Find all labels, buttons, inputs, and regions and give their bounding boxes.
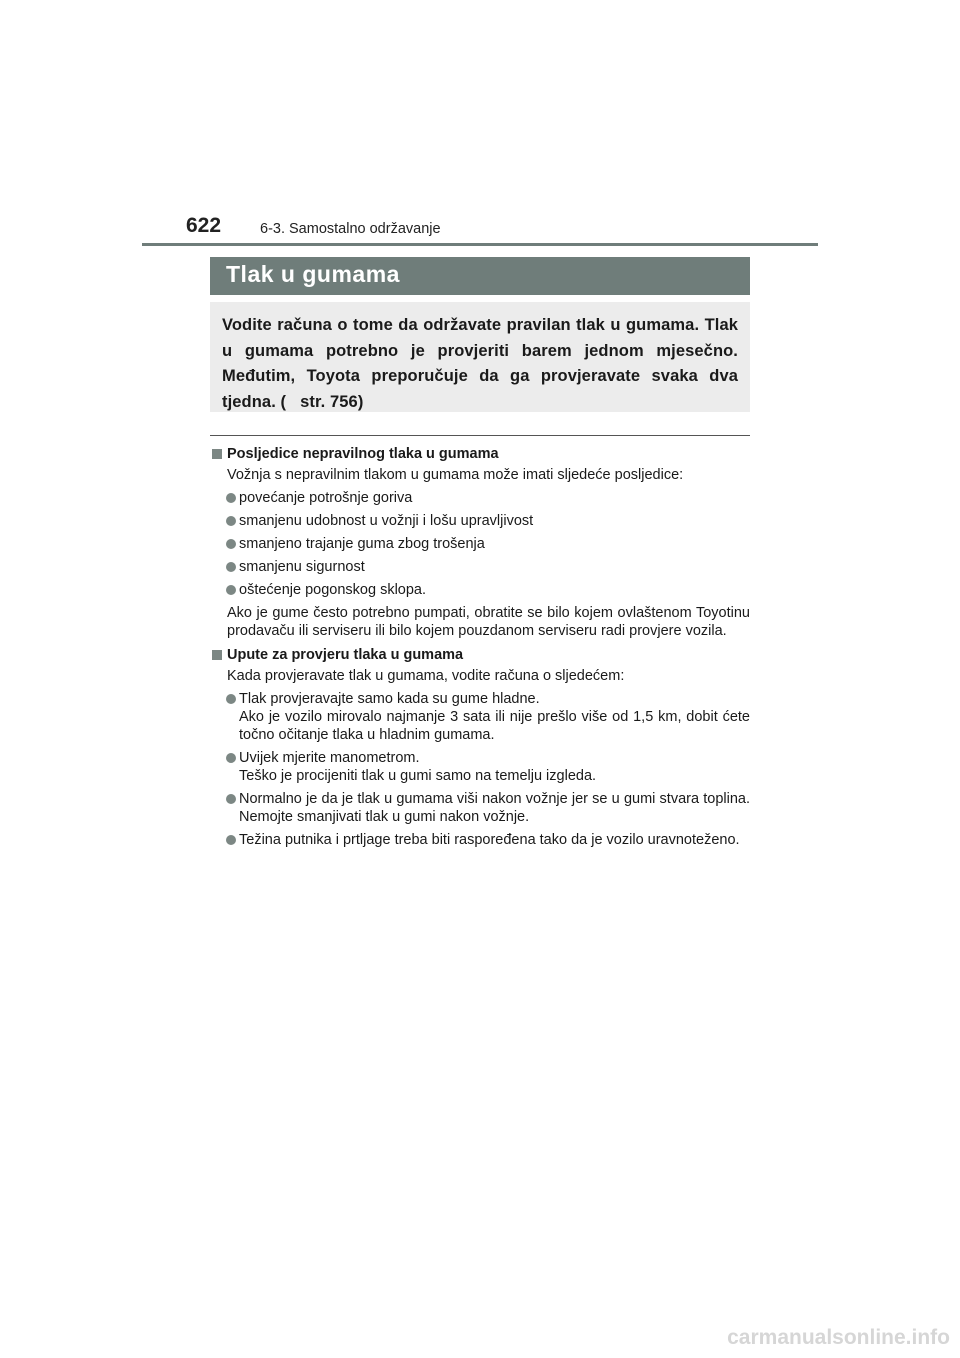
list-item-detail: Ako je vozilo mirovalo najmanje 3 sata ili nije prešlo više od 1,5 km, dobit ćete točno očitanje tlaka u hladnim gumama. (239, 709, 750, 743)
list-item-text: Težina putnika i prtljage treba biti raspoređena tako da je vozilo uravnoteženo. (239, 832, 740, 848)
list-item (226, 831, 750, 849)
list-item-text: Normalno je da je tlak u gumama viši nakon vožnje jer se u gumi stvara toplina. Nemojte smanjivati tlak u gumi nakon vožnje. (239, 791, 750, 825)
list-item (226, 790, 750, 826)
list-item (226, 749, 750, 785)
page-title: Tlak u gumama (226, 261, 400, 287)
section-reference: 6-3. Samostalno održavanje (260, 221, 441, 237)
page-header (0, 0, 960, 250)
subsection-heading (210, 445, 750, 463)
round-bullet-icon (226, 493, 236, 503)
list-item (226, 512, 750, 530)
watermark: carmanualsonline.info (727, 1326, 950, 1349)
subsection-title: Upute za provjeru tlaka u gumama (227, 647, 464, 663)
round-bullet-icon (226, 753, 236, 763)
intro-text (222, 313, 738, 415)
round-bullet-icon (226, 562, 236, 572)
section-divider (210, 435, 750, 436)
list-item (226, 558, 750, 576)
list-item (226, 489, 750, 507)
square-bullet-icon (212, 650, 222, 660)
round-bullet-icon (226, 794, 236, 804)
list-item (226, 690, 750, 744)
intro-box (210, 302, 750, 412)
header-rule (142, 243, 818, 246)
intro-page-ref: str. 756) (300, 392, 364, 411)
round-bullet-icon (226, 585, 236, 595)
list-item-text: oštećenje pogonskog sklopa. (239, 582, 427, 598)
list-item-text: smanjenu sigurnost (239, 559, 365, 575)
subsection-note: Ako je gume često potrebno pumpati, obratite se bilo kojem ovlaštenom Toyotinu prodavaču ili serviseru ili bilo kojem pouzdanom serviseru radi provjere vozila. (227, 605, 750, 639)
square-bullet-icon (212, 449, 222, 459)
page-number: 622 (186, 214, 222, 237)
title-bar (210, 257, 750, 295)
list-item (226, 535, 750, 553)
list-item-detail: Teško je procijeniti tlak u gumi samo na temelju izgleda. (239, 768, 597, 784)
list-item-text: Uvijek mjerite manometrom. (239, 750, 420, 766)
round-bullet-icon (226, 539, 236, 549)
subsection-title: Posljedice nepravilnog tlaka u gumama (227, 446, 499, 462)
round-bullet-icon (226, 835, 236, 845)
subsection-intro: Kada provjeravate tlak u gumama, vodite računa o sljedećem: (227, 668, 625, 684)
list-item-text: Tlak provjeravajte samo kada su gume hladne. (239, 691, 540, 707)
list-item (226, 581, 750, 599)
round-bullet-icon (226, 694, 236, 704)
round-bullet-icon (226, 516, 236, 526)
list-item-text: smanjeno trajanje guma zbog trošenja (239, 536, 485, 552)
main-content (210, 443, 750, 849)
intro-main: Vodite računa o tome da održavate pravilan tlak u gumama. Tlak u gumama potrebno je provjeriti barem jednom mjesečno. Međutim, Toyota preporučuje da ga provjeravate svaka dva tjedna. ( (222, 316, 738, 411)
subsection-heading (210, 646, 750, 664)
list-item-text: povećanje potrošnje goriva (239, 490, 413, 506)
list-item-text: smanjenu udobnost u vožnji i lošu upravljivost (239, 513, 534, 529)
subsection-intro: Vožnja s nepravilnim tlakom u gumama može imati sljedeće posljedice: (227, 467, 684, 483)
